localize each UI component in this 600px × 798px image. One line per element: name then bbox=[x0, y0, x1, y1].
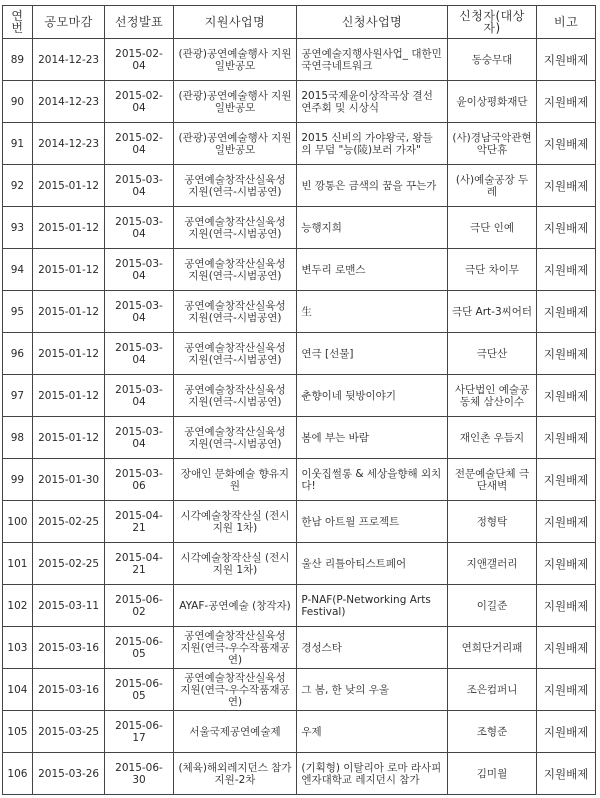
row-number: 97 bbox=[3, 375, 33, 417]
program-cell: 시각예술창작산실 (전시지원 1차) bbox=[173, 543, 297, 585]
row-number: 105 bbox=[3, 711, 33, 753]
note-cell: 지원배제 bbox=[537, 459, 596, 501]
project-cell: 그 봄, 한 낮의 우울 bbox=[297, 669, 447, 711]
table-row bbox=[3, 459, 596, 501]
header-applicant: 신청자(대상자) bbox=[447, 6, 537, 39]
applicant-cell: 극단산 bbox=[447, 333, 537, 375]
project-cell: 춘향이네 뒷방이야기 bbox=[297, 375, 447, 417]
applicant-cell: 극단 차이무 bbox=[447, 249, 537, 291]
note-cell: 지원배제 bbox=[537, 627, 596, 669]
table-row bbox=[3, 249, 596, 291]
row-number: 92 bbox=[3, 165, 33, 207]
row-number: 104 bbox=[3, 669, 33, 711]
program-cell: (관광)공연예술행사 지원 일반공모 bbox=[173, 123, 297, 165]
project-cell: 봄에 부는 바람 bbox=[297, 417, 447, 459]
program-cell: 공연예술창작산실육성 지원(연극-시범공연) bbox=[173, 249, 297, 291]
applicant-cell: 윤이상평화재단 bbox=[447, 81, 537, 123]
table-row bbox=[3, 711, 596, 753]
program-cell: 공연예술창작산실육성 지원(연극-우수작품재공연) bbox=[173, 669, 297, 711]
header-program: 지원사업명 bbox=[173, 6, 297, 39]
applicant-cell: 사단법인 예술공동체 삼산이수 bbox=[447, 375, 537, 417]
note-cell: 지원배제 bbox=[537, 165, 596, 207]
applicant-cell: 김미월 bbox=[447, 753, 537, 795]
row-number: 89 bbox=[3, 39, 33, 81]
project-cell: 한남 아트월 프로젝트 bbox=[297, 501, 447, 543]
applicant-cell: 조형준 bbox=[447, 711, 537, 753]
announce-cell: 2015-03-04 bbox=[105, 249, 173, 291]
project-cell: 빈 깡통은 금색의 꿈을 꾸는가 bbox=[297, 165, 447, 207]
header-project: 신청사업명 bbox=[297, 6, 447, 39]
header-announce: 선정발표 bbox=[105, 6, 173, 39]
deadline-cell: 2015-01-12 bbox=[32, 417, 105, 459]
header-note: 비고 bbox=[537, 6, 596, 39]
program-cell: 장애인 문화예술 향유지원 bbox=[173, 459, 297, 501]
project-cell: 울산 리틀아티스트페어 bbox=[297, 543, 447, 585]
row-number: 93 bbox=[3, 207, 33, 249]
note-cell: 지원배제 bbox=[537, 333, 596, 375]
program-cell: 서울국제공연예술제 bbox=[173, 711, 297, 753]
table-row bbox=[3, 627, 596, 669]
row-number: 106 bbox=[3, 753, 33, 795]
project-cell: 이웃집썰롱 & 세상을향해 외치다! bbox=[297, 459, 447, 501]
note-cell: 지원배제 bbox=[537, 753, 596, 795]
note-cell: 지원배제 bbox=[537, 711, 596, 753]
table-row bbox=[3, 165, 596, 207]
note-cell: 지원배제 bbox=[537, 543, 596, 585]
table-row bbox=[3, 291, 596, 333]
deadline-cell: 2015-02-25 bbox=[32, 543, 105, 585]
announce-cell: 2015-03-04 bbox=[105, 207, 173, 249]
note-cell: 지원배제 bbox=[537, 585, 596, 627]
announce-cell: 2015-06-05 bbox=[105, 669, 173, 711]
program-cell: 공연예술창작산실육성 지원(연극-시범공연) bbox=[173, 165, 297, 207]
deadline-cell: 2014-12-23 bbox=[32, 39, 105, 81]
program-cell: 공연예술창작산실육성 지원(연극-시범공연) bbox=[173, 291, 297, 333]
announce-cell: 2015-03-06 bbox=[105, 459, 173, 501]
announce-cell: 2015-06-05 bbox=[105, 627, 173, 669]
project-cell: 우제 bbox=[297, 711, 447, 753]
program-cell: (관광)공연예술행사 지원 일반공모 bbox=[173, 81, 297, 123]
applicant-cell: 재인촌 우듬지 bbox=[447, 417, 537, 459]
row-number: 90 bbox=[3, 81, 33, 123]
row-number: 103 bbox=[3, 627, 33, 669]
note-cell: 지원배제 bbox=[537, 207, 596, 249]
row-number: 94 bbox=[3, 249, 33, 291]
deadline-cell: 2015-01-12 bbox=[32, 291, 105, 333]
program-cell: 공연예술창작산실육성 지원(연극-시범공연) bbox=[173, 207, 297, 249]
table-row bbox=[3, 585, 596, 627]
applicant-cell: 극단 인예 bbox=[447, 207, 537, 249]
project-cell: 경성스타 bbox=[297, 627, 447, 669]
announce-cell: 2015-02-04 bbox=[105, 39, 173, 81]
announce-cell: 2015-06-02 bbox=[105, 585, 173, 627]
project-cell: 능행지희 bbox=[297, 207, 447, 249]
announce-cell: 2015-06-17 bbox=[105, 711, 173, 753]
row-number: 95 bbox=[3, 291, 33, 333]
announce-cell: 2015-03-04 bbox=[105, 291, 173, 333]
table-row bbox=[3, 39, 596, 81]
row-number: 101 bbox=[3, 543, 33, 585]
table-row bbox=[3, 333, 596, 375]
header-row bbox=[3, 6, 596, 39]
note-cell: 지원배제 bbox=[537, 123, 596, 165]
program-cell: 공연예술창작산실육성 지원(연극-우수작품재공연) bbox=[173, 627, 297, 669]
note-cell: 지원배제 bbox=[537, 81, 596, 123]
project-cell: 2015 신비의 가야왕국, 왕들의 무덤 "능(陵)보러 가자" bbox=[297, 123, 447, 165]
note-cell: 지원배제 bbox=[537, 417, 596, 459]
applicant-cell: 동숭무대 bbox=[447, 39, 537, 81]
header-no: 연번 bbox=[3, 6, 33, 39]
applicant-cell: 극단 Art-3씨어터 bbox=[447, 291, 537, 333]
support-exclusion-table bbox=[2, 5, 596, 795]
applicant-cell: 이길준 bbox=[447, 585, 537, 627]
program-cell: 공연예술창작산실육성 지원(연극-시범공연) bbox=[173, 375, 297, 417]
table-row bbox=[3, 669, 596, 711]
announce-cell: 2015-02-04 bbox=[105, 123, 173, 165]
announce-cell: 2015-02-04 bbox=[105, 81, 173, 123]
note-cell: 지원배제 bbox=[537, 501, 596, 543]
announce-cell: 2015-03-04 bbox=[105, 165, 173, 207]
table-row bbox=[3, 207, 596, 249]
program-cell: 공연예술창작산실육성 지원(연극-시범공연) bbox=[173, 333, 297, 375]
table-row bbox=[3, 123, 596, 165]
table-row bbox=[3, 543, 596, 585]
announce-cell: 2015-06-30 bbox=[105, 753, 173, 795]
table-row bbox=[3, 81, 596, 123]
row-number: 100 bbox=[3, 501, 33, 543]
deadline-cell: 2015-02-25 bbox=[32, 501, 105, 543]
applicant-cell: 정형탁 bbox=[447, 501, 537, 543]
note-cell: 지원배제 bbox=[537, 39, 596, 81]
table-row bbox=[3, 753, 596, 795]
deadline-cell: 2015-01-12 bbox=[32, 375, 105, 417]
project-cell: P-NAF(P-Networking Arts Festival) bbox=[297, 585, 447, 627]
project-cell: 2015국제윤이상작곡상 결선연주회 및 시상식 bbox=[297, 81, 447, 123]
program-cell: (관광)공연예술행사 지원 일반공모 bbox=[173, 39, 297, 81]
applicant-cell: (사)예술공장 두레 bbox=[447, 165, 537, 207]
deadline-cell: 2014-12-23 bbox=[32, 81, 105, 123]
table-row bbox=[3, 417, 596, 459]
project-cell: 生 bbox=[297, 291, 447, 333]
deadline-cell: 2015-01-12 bbox=[32, 165, 105, 207]
applicant-cell: 연희단거리패 bbox=[447, 627, 537, 669]
deadline-cell: 2015-01-12 bbox=[32, 249, 105, 291]
announce-cell: 2015-03-04 bbox=[105, 417, 173, 459]
deadline-cell: 2014-12-23 bbox=[32, 123, 105, 165]
deadline-cell: 2015-03-26 bbox=[32, 753, 105, 795]
project-cell: 변두리 로맨스 bbox=[297, 249, 447, 291]
row-number: 96 bbox=[3, 333, 33, 375]
deadline-cell: 2015-01-30 bbox=[32, 459, 105, 501]
deadline-cell: 2015-03-11 bbox=[32, 585, 105, 627]
announce-cell: 2015-03-04 bbox=[105, 333, 173, 375]
row-number: 91 bbox=[3, 123, 33, 165]
program-cell: 시각예술창작산실 (전시지원 1차) bbox=[173, 501, 297, 543]
header-deadline: 공모마감 bbox=[32, 6, 105, 39]
row-number: 102 bbox=[3, 585, 33, 627]
program-cell: (체육)해외레지던스 참가지원-2차 bbox=[173, 753, 297, 795]
deadline-cell: 2015-03-16 bbox=[32, 627, 105, 669]
applicant-cell: 전문예술단체 극단새벽 bbox=[447, 459, 537, 501]
deadline-cell: 2015-03-16 bbox=[32, 669, 105, 711]
note-cell: 지원배제 bbox=[537, 249, 596, 291]
applicant-cell: 지앤갤러리 bbox=[447, 543, 537, 585]
program-cell: AYAF-공연예술 (창작자) bbox=[173, 585, 297, 627]
program-cell: 공연예술창작산실육성 지원(연극-시범공연) bbox=[173, 417, 297, 459]
table-row bbox=[3, 375, 596, 417]
table-row bbox=[3, 501, 596, 543]
note-cell: 지원배제 bbox=[537, 291, 596, 333]
applicant-cell: (사)경남국악관현악단휴 bbox=[447, 123, 537, 165]
project-cell: 공연예술지행사원사업_ 대한민국연극네트워크 bbox=[297, 39, 447, 81]
deadline-cell: 2015-03-25 bbox=[32, 711, 105, 753]
project-cell: (기획형) 이탈리아 로마 라사피엔자대학교 레지던시 참가 bbox=[297, 753, 447, 795]
row-number: 99 bbox=[3, 459, 33, 501]
note-cell: 지원배제 bbox=[537, 375, 596, 417]
applicant-cell: 조은컴퍼니 bbox=[447, 669, 537, 711]
announce-cell: 2015-04-21 bbox=[105, 501, 173, 543]
announce-cell: 2015-04-21 bbox=[105, 543, 173, 585]
deadline-cell: 2015-01-12 bbox=[32, 207, 105, 249]
project-cell: 연극 [선물] bbox=[297, 333, 447, 375]
deadline-cell: 2015-01-12 bbox=[32, 333, 105, 375]
row-number: 98 bbox=[3, 417, 33, 459]
note-cell: 지원배제 bbox=[537, 669, 596, 711]
announce-cell: 2015-03-04 bbox=[105, 375, 173, 417]
